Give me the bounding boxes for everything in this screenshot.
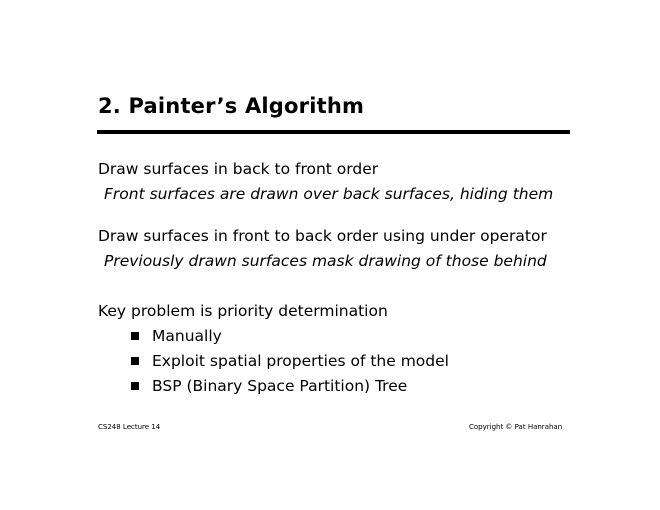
block-1-detail: Front surfaces are drawn over back surfaces, hiding them: [104, 185, 554, 203]
bullet-item-manually: [131, 327, 222, 345]
block-1-heading: Draw surfaces in back to front order: [98, 160, 379, 178]
slide-title: 2. Painter’s Algorithm: [98, 94, 365, 118]
bullet-label: Manually: [152, 327, 222, 345]
bullet-item-spatial: [131, 352, 449, 370]
bullet-item-bsp: [131, 377, 407, 395]
title-divider: [97, 130, 570, 134]
bullet-label: Exploit spatial properties of the model: [152, 352, 449, 370]
square-bullet-icon: [131, 382, 139, 390]
block-2-detail: Previously drawn surfaces mask drawing of those behind: [104, 252, 547, 270]
block-2-heading: Draw surfaces in front to back order using under operator: [98, 227, 547, 245]
footer-copyright: Copyright © Pat Hanrahan: [469, 423, 563, 431]
key-problem-heading: Key problem is priority determination: [98, 302, 388, 320]
square-bullet-icon: [131, 332, 139, 340]
bullet-label: BSP (Binary Space Partition) Tree: [152, 377, 408, 395]
square-bullet-icon: [131, 357, 139, 365]
footer-lecture: CS248 Lecture 14: [98, 423, 161, 431]
